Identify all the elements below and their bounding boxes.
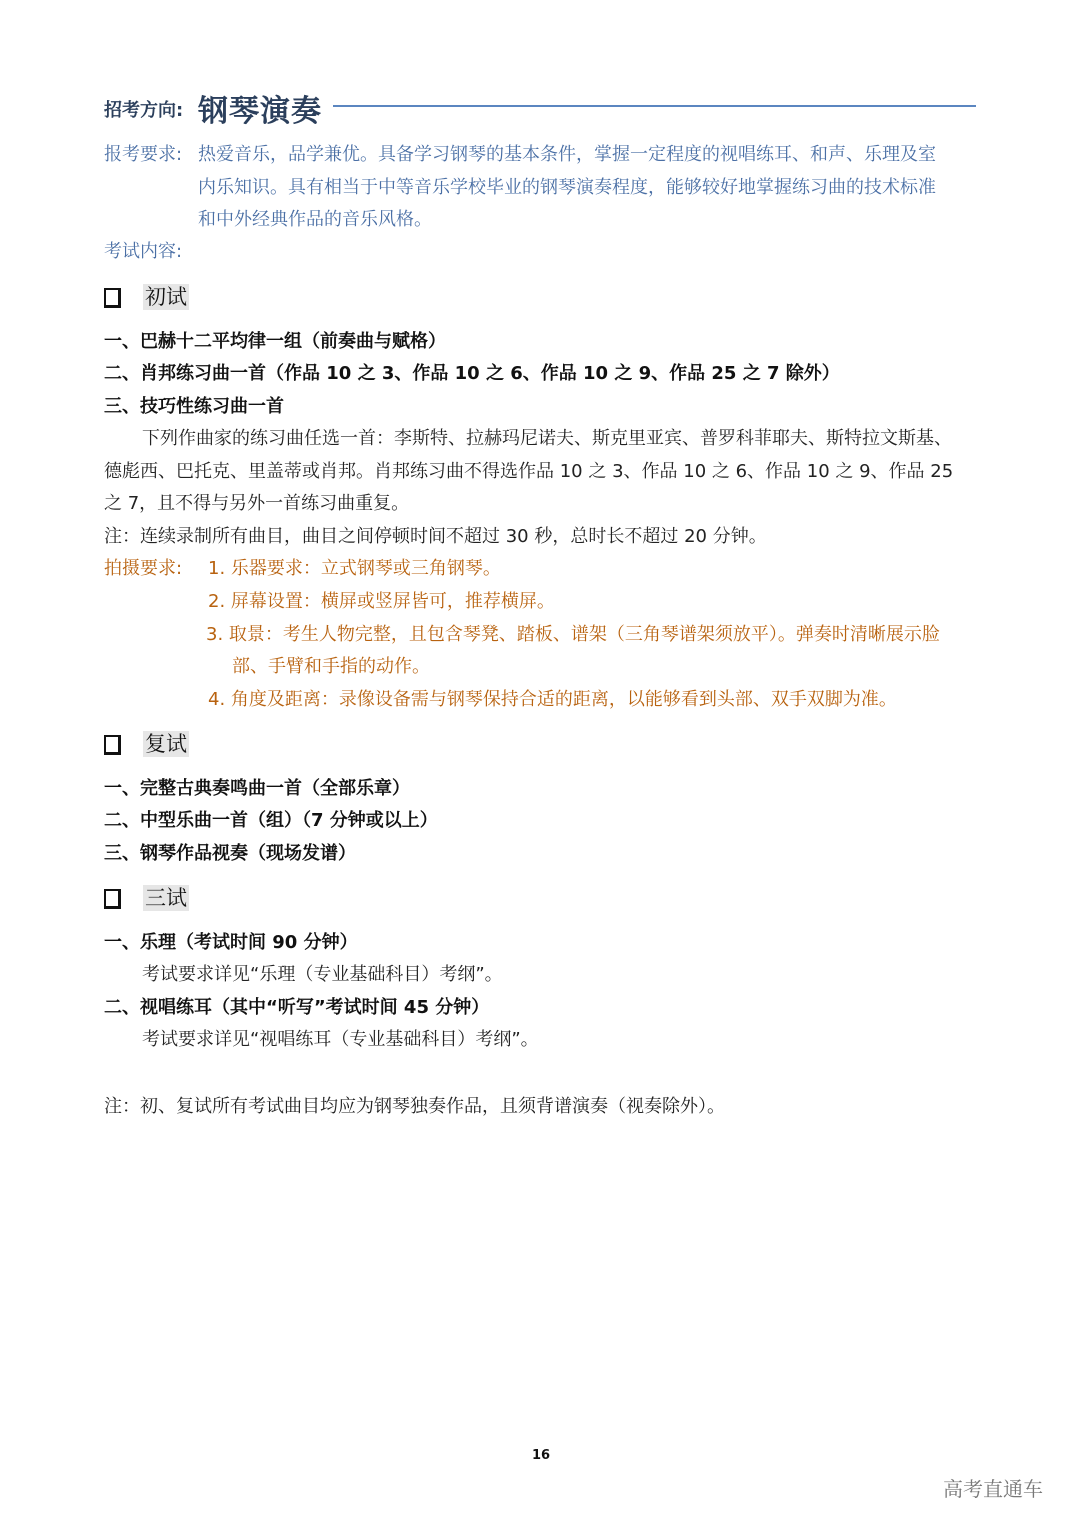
list-item: 一、完整古典奏鸣曲一首（全部乐章） [104, 778, 410, 799]
filming-item: 3. 取景：考生人物完整，且包含琴凳、踏板、谱架（三角琴谱架须放平）。弹奏时清晰展示脸 [206, 624, 940, 645]
checkbox-icon [104, 735, 121, 755]
list-item: 三、技巧性练习曲一首 [104, 396, 284, 417]
list-item: 二、中型乐曲一首（组）（7 分钟或以上） [104, 810, 438, 831]
list-item: 二、肖邦练习曲一首（作品 10 之 3、作品 10 之 6、作品 10 之 9、作品 25 之 7 除外） [104, 363, 840, 384]
checkbox-icon [104, 889, 121, 909]
detail-line: 考试要求详见“视唱练耳（专业基础科目）考纲”。 [142, 1029, 539, 1050]
list-item: 一、乐理（考试时间 90 分钟） [104, 932, 358, 953]
filming-item: 2. 屏幕设置：横屏或竖屏皆可，推荐横屏。 [208, 591, 555, 612]
section-round3 [104, 882, 189, 912]
list-item: 三、钢琴作品视奏（现场发谱） [104, 843, 356, 864]
detail-line: 下列作曲家的练习曲任选一首：李斯特、拉赫玛尼诺夫、斯克里亚宾、普罗科菲耶夫、斯特拉文斯基、 [142, 428, 952, 449]
section-title: 初试 [145, 285, 187, 309]
section-title: 三试 [145, 886, 187, 910]
requirements-line: 和中外经典作品的音乐风格。 [198, 209, 432, 230]
section-round2 [104, 728, 189, 758]
requirements-label: 报考要求: [104, 144, 183, 165]
list-item: 二、视唱练耳（其中“听写”考试时间 45 分钟） [104, 997, 490, 1018]
section-title: 复试 [145, 732, 187, 756]
direction-label: 招考方向: [104, 100, 184, 121]
page-number: 16 [532, 1448, 551, 1463]
detail-line: 之 7，且不得与另外一首练习曲重复。 [104, 493, 410, 514]
filming-item: 部、手臂和手指的动作。 [232, 656, 430, 677]
exam-content-label: 考试内容: [104, 241, 183, 262]
checkbox-icon [104, 288, 121, 308]
note: 注：连续录制所有曲目，曲目之间停顿时间不超过 30 秒，总时长不超过 20 分钟。 [104, 526, 767, 547]
detail-line: 考试要求详见“乐理（专业基础科目）考纲”。 [142, 964, 503, 985]
detail-line: 德彪西、巴托克、里盖蒂或肖邦。肖邦练习曲不得选作品 10 之 3、作品 10 之 6、作品 10 之 9、作品 25 [104, 461, 954, 482]
requirements-line: 热爱音乐，品学兼优。具备学习钢琴的基本条件，掌握一定程度的视唱练耳、和声、乐理及室 [198, 144, 936, 165]
filming-item: 1. 乐器要求：立式钢琴或三角钢琴。 [208, 558, 501, 579]
final-note: 注：初、复试所有考试曲目均应为钢琴独奏作品，且须背谱演奏（视奏除外）。 [104, 1096, 725, 1117]
requirements-line: 内乐知识。具有相当于中等音乐学校毕业的钢琴演奏程度，能够较好地掌握练习曲的技术标准 [198, 177, 936, 198]
watermark: 高考直通车 [943, 1477, 1043, 1501]
header-rule [333, 105, 976, 107]
list-item: 一、巴赫十二平均律一组（前奏曲与赋格） [104, 331, 446, 352]
filming-label: 拍摄要求: [104, 558, 183, 579]
page-title: 钢琴演奏 [198, 94, 322, 129]
section-round1 [104, 281, 189, 311]
filming-item: 4. 角度及距离：录像设备需与钢琴保持合适的距离，以能够看到头部、双手双脚为准。 [208, 689, 897, 710]
